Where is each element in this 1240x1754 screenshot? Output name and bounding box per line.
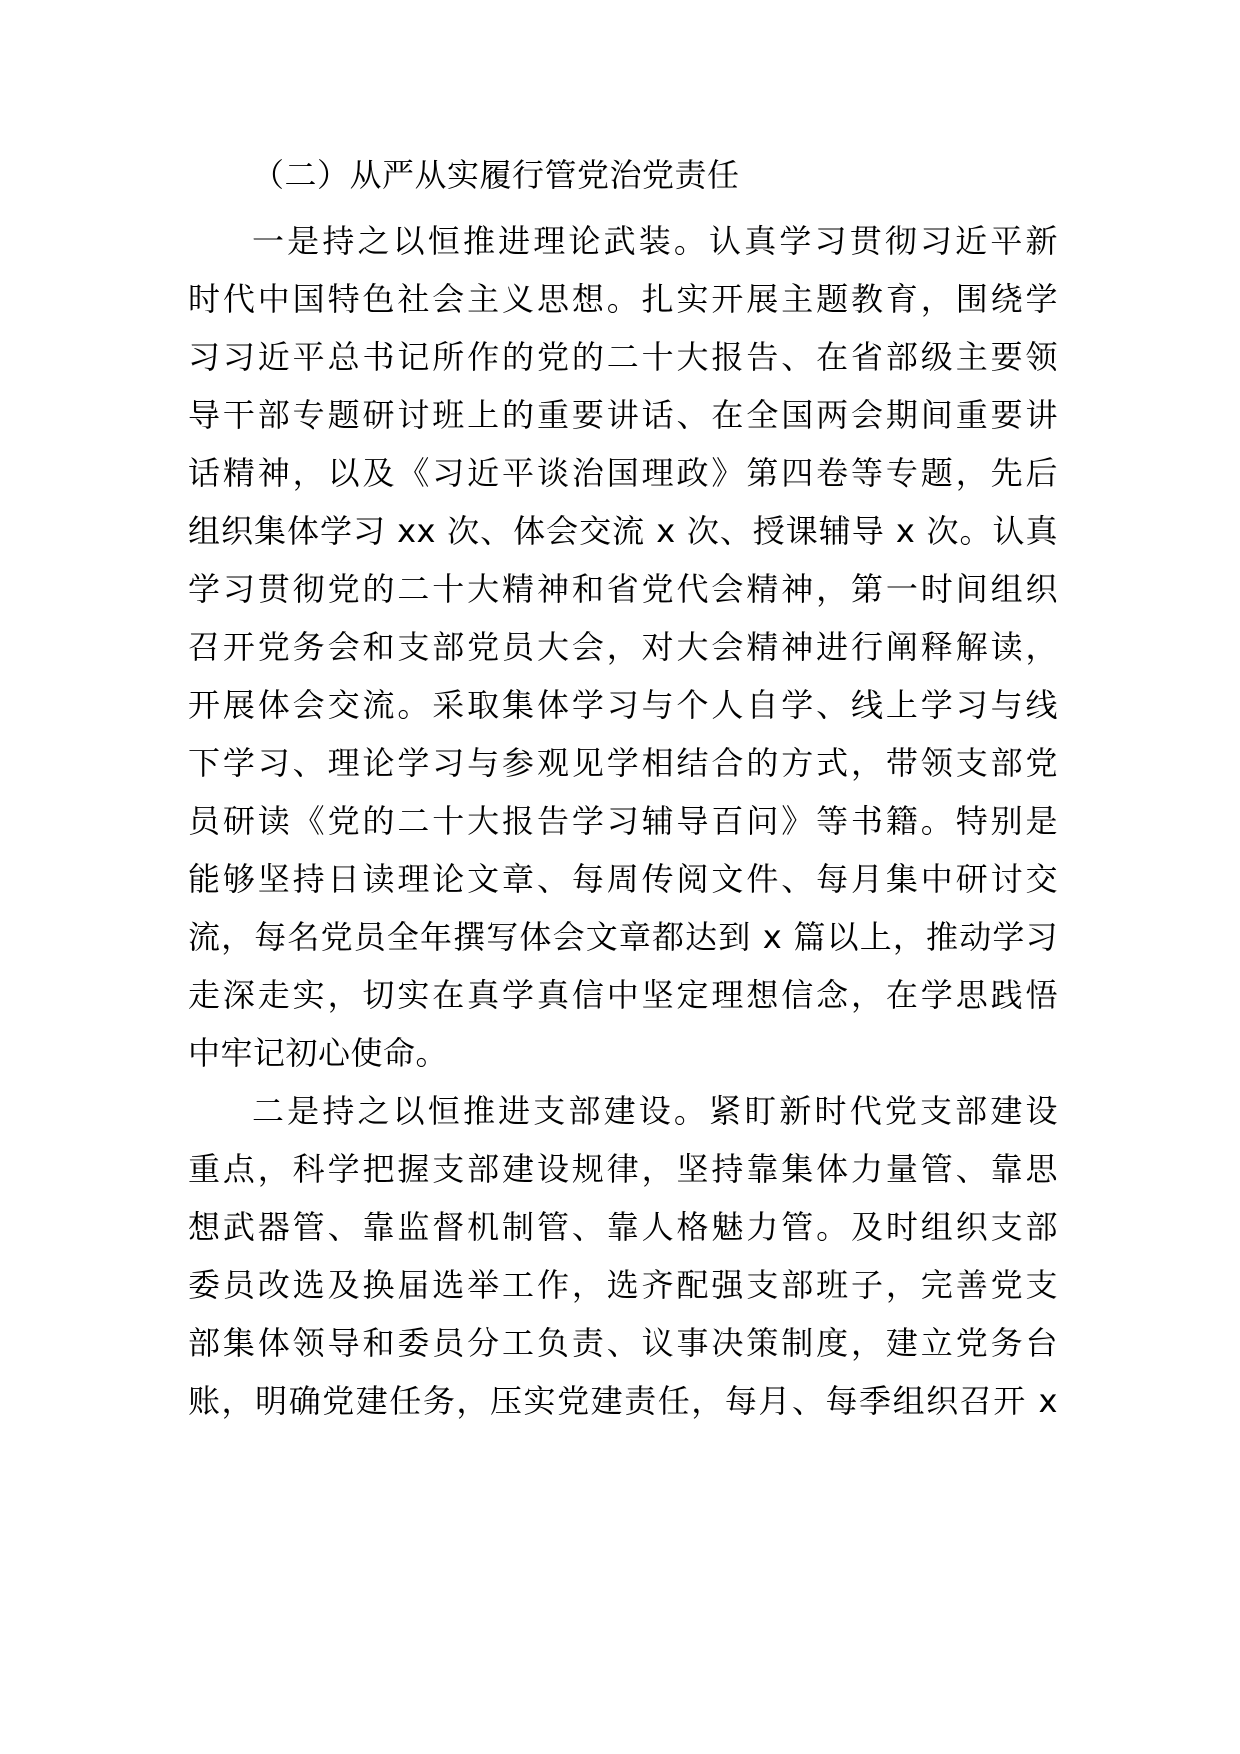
paragraph-1-line-1: 一是持之以恒推进理论武装。认真学习贯彻习近平新: [252, 222, 1058, 260]
paragraph-1-line-10: 下学习、理论学习与参观见学相结合的方式，带领支部党: [188, 744, 1058, 782]
paragraph-2-line-1: 二是持之以恒推进支部建设。紧盯新时代党支部建设: [252, 1092, 1058, 1130]
section-heading: （二）从严从实履行管党治党责任: [252, 156, 740, 194]
paragraph-2-line-6: 账，明确党建任务，压实党建责任，每月、每季组织召开 x: [188, 1382, 1058, 1420]
paragraph-1-line-8: 召开党务会和支部党员大会，对大会精神进行阐释解读，: [188, 628, 1058, 666]
paragraph-1-line-15: 中牢记初心使命。: [188, 1034, 449, 1072]
paragraph-1-line-2: 时代中国特色社会主义思想。扎实开展主题教育，围绕学: [188, 280, 1058, 318]
paragraph-1-line-12: 能够坚持日读理论文章、每周传阅文件、每月集中研讨交: [188, 860, 1058, 898]
paragraph-1-line-11: 员研读《党的二十大报告学习辅导百问》等书籍。特别是: [188, 802, 1058, 840]
paragraph-1-line-5: 话精神，以及《习近平谈治国理政》第四卷等专题，先后: [188, 454, 1058, 492]
paragraph-1-line-9: 开展体会交流。采取集体学习与个人自学、线上学习与线: [188, 686, 1058, 724]
paragraph-2-line-2: 重点，科学把握支部建设规律，坚持靠集体力量管、靠思: [188, 1150, 1058, 1188]
paragraph-1-line-14: 走深走实，切实在真学真信中坚定理想信念，在学思践悟: [188, 976, 1058, 1014]
paragraph-1-line-6: 组织集体学习 xx 次、体会交流 x 次、授课辅导 x 次。认真: [188, 512, 1058, 550]
paragraph-1-line-3: 习习近平总书记所作的党的二十大报告、在省部级主要领: [188, 338, 1058, 376]
paragraph-1-line-4: 导干部专题研讨班上的重要讲话、在全国两会期间重要讲: [188, 396, 1058, 434]
paragraph-2-line-3: 想武器管、靠监督机制管、靠人格魅力管。及时组织支部: [188, 1208, 1058, 1246]
paragraph-2-line-5: 部集体领导和委员分工负责、议事决策制度，建立党务台: [188, 1324, 1058, 1362]
paragraph-1-line-13: 流，每名党员全年撰写体会文章都达到 x 篇以上，推动学习: [188, 918, 1058, 956]
paragraph-2-line-4: 委员改选及换届选举工作，选齐配强支部班子，完善党支: [188, 1266, 1058, 1304]
paragraph-1-line-7: 学习贯彻党的二十大精神和省党代会精神，第一时间组织: [188, 570, 1058, 608]
